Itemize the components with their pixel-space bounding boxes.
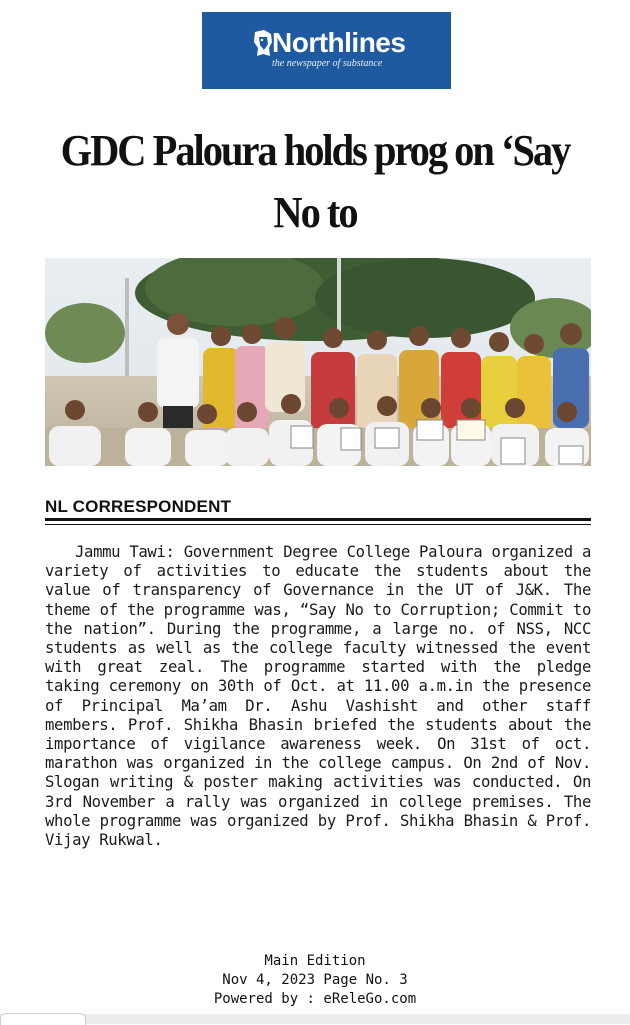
edition-footer	[0, 952, 630, 1009]
powered-by-link[interactable]: Powered by : eReleGo.com	[213, 991, 417, 1007]
headline-line-1: GDC Paloura holds prog on ‘Say No to	[60, 126, 570, 237]
lion-head-icon	[252, 28, 274, 58]
brand-name: Northlines	[272, 27, 406, 58]
byline-rule	[45, 518, 591, 521]
edition-date-page: Nov 4, 2023 Page No. 3	[222, 972, 408, 988]
brand-tagline: the newspaper of substance	[272, 58, 383, 69]
article-body	[45, 543, 591, 850]
bottom-bar	[0, 1014, 630, 1024]
byline-rule-thin	[45, 524, 591, 525]
bottom-tab[interactable]	[0, 1013, 86, 1025]
byline: NL CORRESPONDENT	[45, 497, 232, 516]
edition-name: Main Edition	[264, 953, 366, 969]
masthead	[202, 12, 451, 89]
article-paragraph: Jammu Tawi: Government Degree College Paloura organized a variety of activities to educate the students about the value of transparency of Governance in the UT of J&K. The theme of the programme was, “Say No to Corruption; Commit to the nation”. During the programme, a large no. of NSS, NCC students as well as the college faculty witnessed the event with great zeal. The programme started with the pledge taking ceremony on 30th of Oct. at 11.00 a.m.in the presence of Principal Ma’am Dr. Ashu Vashisht and other staff members. Prof. Shikha Bhasin briefed the students about the importance of vigilance awareness week. On 31st of oct. marathon was organized in the college campus. On 2nd of Nov. Slogan writing & poster making activities was conducted. On 3rd November a rally was organized in college premises. The whole programme was organized by Prof. Shikha Bhasin & Prof. Vijay Rukwal.	[45, 543, 591, 850]
group-photo	[45, 258, 591, 466]
